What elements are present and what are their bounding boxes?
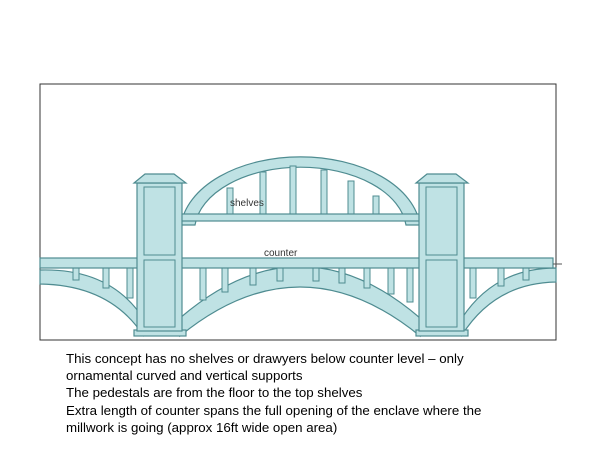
shelf-divider [321, 170, 327, 215]
support-post [470, 268, 476, 298]
center-lower-arch [180, 267, 420, 337]
top-shelf-board [181, 214, 420, 221]
concept-notes [66, 350, 591, 436]
counter-label: counter [264, 248, 298, 259]
support-post [200, 268, 206, 300]
support-post [277, 268, 283, 281]
support-post [222, 268, 228, 292]
right-pedestal-panel-top [426, 187, 457, 255]
right-pedestal-panel-bottom [426, 260, 457, 327]
shelf-divider [348, 181, 354, 215]
counter-slab [40, 258, 553, 268]
left-pedestal-cap [134, 174, 186, 183]
note-line: ornamental curved and vertical supports [66, 368, 303, 384]
left-pedestal-panel-bottom [144, 260, 175, 327]
support-post [364, 268, 370, 288]
shelf-divider [290, 166, 296, 215]
support-post [127, 268, 133, 298]
support-post [103, 268, 109, 288]
shelf-divider [373, 196, 379, 215]
support-post [498, 268, 504, 286]
right-pedestal-cap [416, 174, 468, 183]
left-pedestal-panel-top [144, 187, 175, 255]
note-line: This concept has no shelves or drawyers below counter level – only [66, 351, 464, 366]
support-post [250, 268, 256, 285]
note-line: The pedestals are from the floor to the top shelves [66, 385, 363, 401]
note-line: Extra length of counter spans the full opening of the enclave where the [66, 402, 482, 418]
left-pedestal [134, 174, 186, 336]
support-post [73, 268, 79, 280]
support-post [523, 268, 529, 280]
note-line: millwork is going (approx 16ft wide open area) [66, 419, 338, 435]
support-post [339, 268, 345, 283]
support-post [407, 268, 413, 302]
support-post [388, 268, 394, 294]
right-pedestal [416, 174, 468, 336]
support-post [313, 268, 319, 281]
shelves-label: shelves [230, 198, 264, 209]
